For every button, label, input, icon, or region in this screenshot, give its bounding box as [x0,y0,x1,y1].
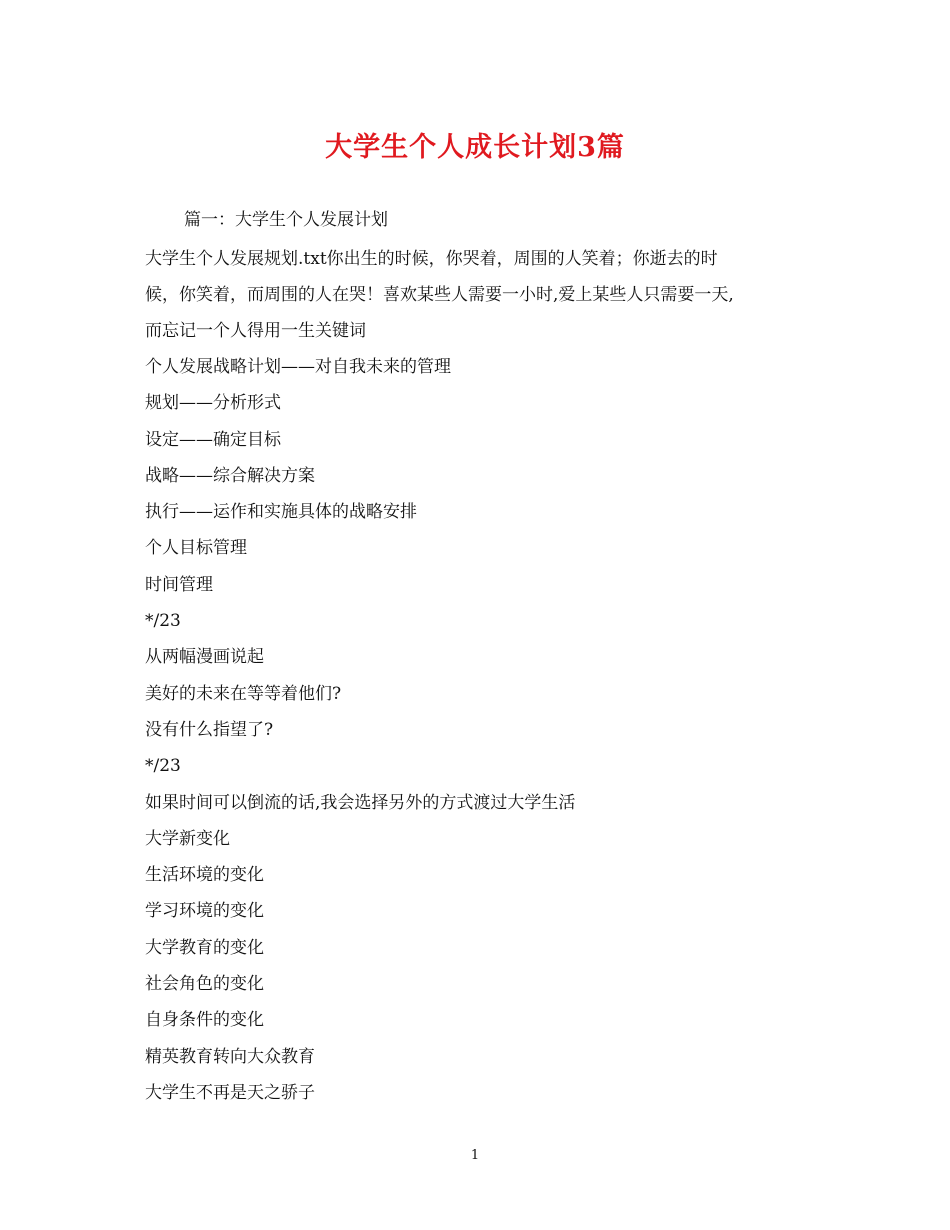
content-lines [145,349,805,1111]
text-line: */23 [145,611,181,632]
intro-line: 候，你笑着，而周围的人在哭！喜欢某些人需要一小时,爱上某些人只需要一天, [145,285,734,305]
text-line: 时间管理 [145,574,213,595]
text-line: 大学教育的变化 [145,937,264,958]
text-line: 精英教育转向大众教育 [145,1046,315,1067]
text-line: 规划——分析形式 [145,393,281,414]
text-line: */23 [145,756,181,777]
text-line: 战略——综合解决方案 [145,465,315,486]
text-line: 从两幅漫画说起 [145,647,264,668]
section-heading: 篇一：大学生个人发展计划 [184,210,388,230]
text-line: 大学生不再是天之骄子 [145,1082,315,1103]
text-line: 生活环境的变化 [145,865,264,886]
page-number: 1 [470,1148,480,1163]
text-line: 自身条件的变化 [145,1010,264,1031]
text-line: 如果时间可以倒流的话,我会选择另外的方式渡过大学生活 [145,792,576,813]
intro-line: 大学生个人发展规划.txt你出生的时候，你哭着，周围的人笑着；你逝去的时 [145,249,718,269]
text-line: 执行——运作和实施具体的战略安排 [145,502,417,523]
text-line: 个人发展战略计划——对自我未来的管理 [145,357,451,377]
text-line: 社会角色的变化 [145,974,264,995]
page-title: 大学生个人成长计划3篇 [325,132,625,163]
intro-line: 而忘记一个人得用一生关键词 [145,321,366,341]
text-line: 个人目标管理 [145,538,247,559]
text-line: 设定——确定目标 [145,429,281,450]
text-line: 美好的未来在等等着他们? [145,683,342,704]
text-line: 没有什么指望了? [145,719,274,740]
text-line: 大学新变化 [145,828,230,849]
text-line: 学习环境的变化 [145,901,264,922]
intro-paragraph [145,241,805,349]
